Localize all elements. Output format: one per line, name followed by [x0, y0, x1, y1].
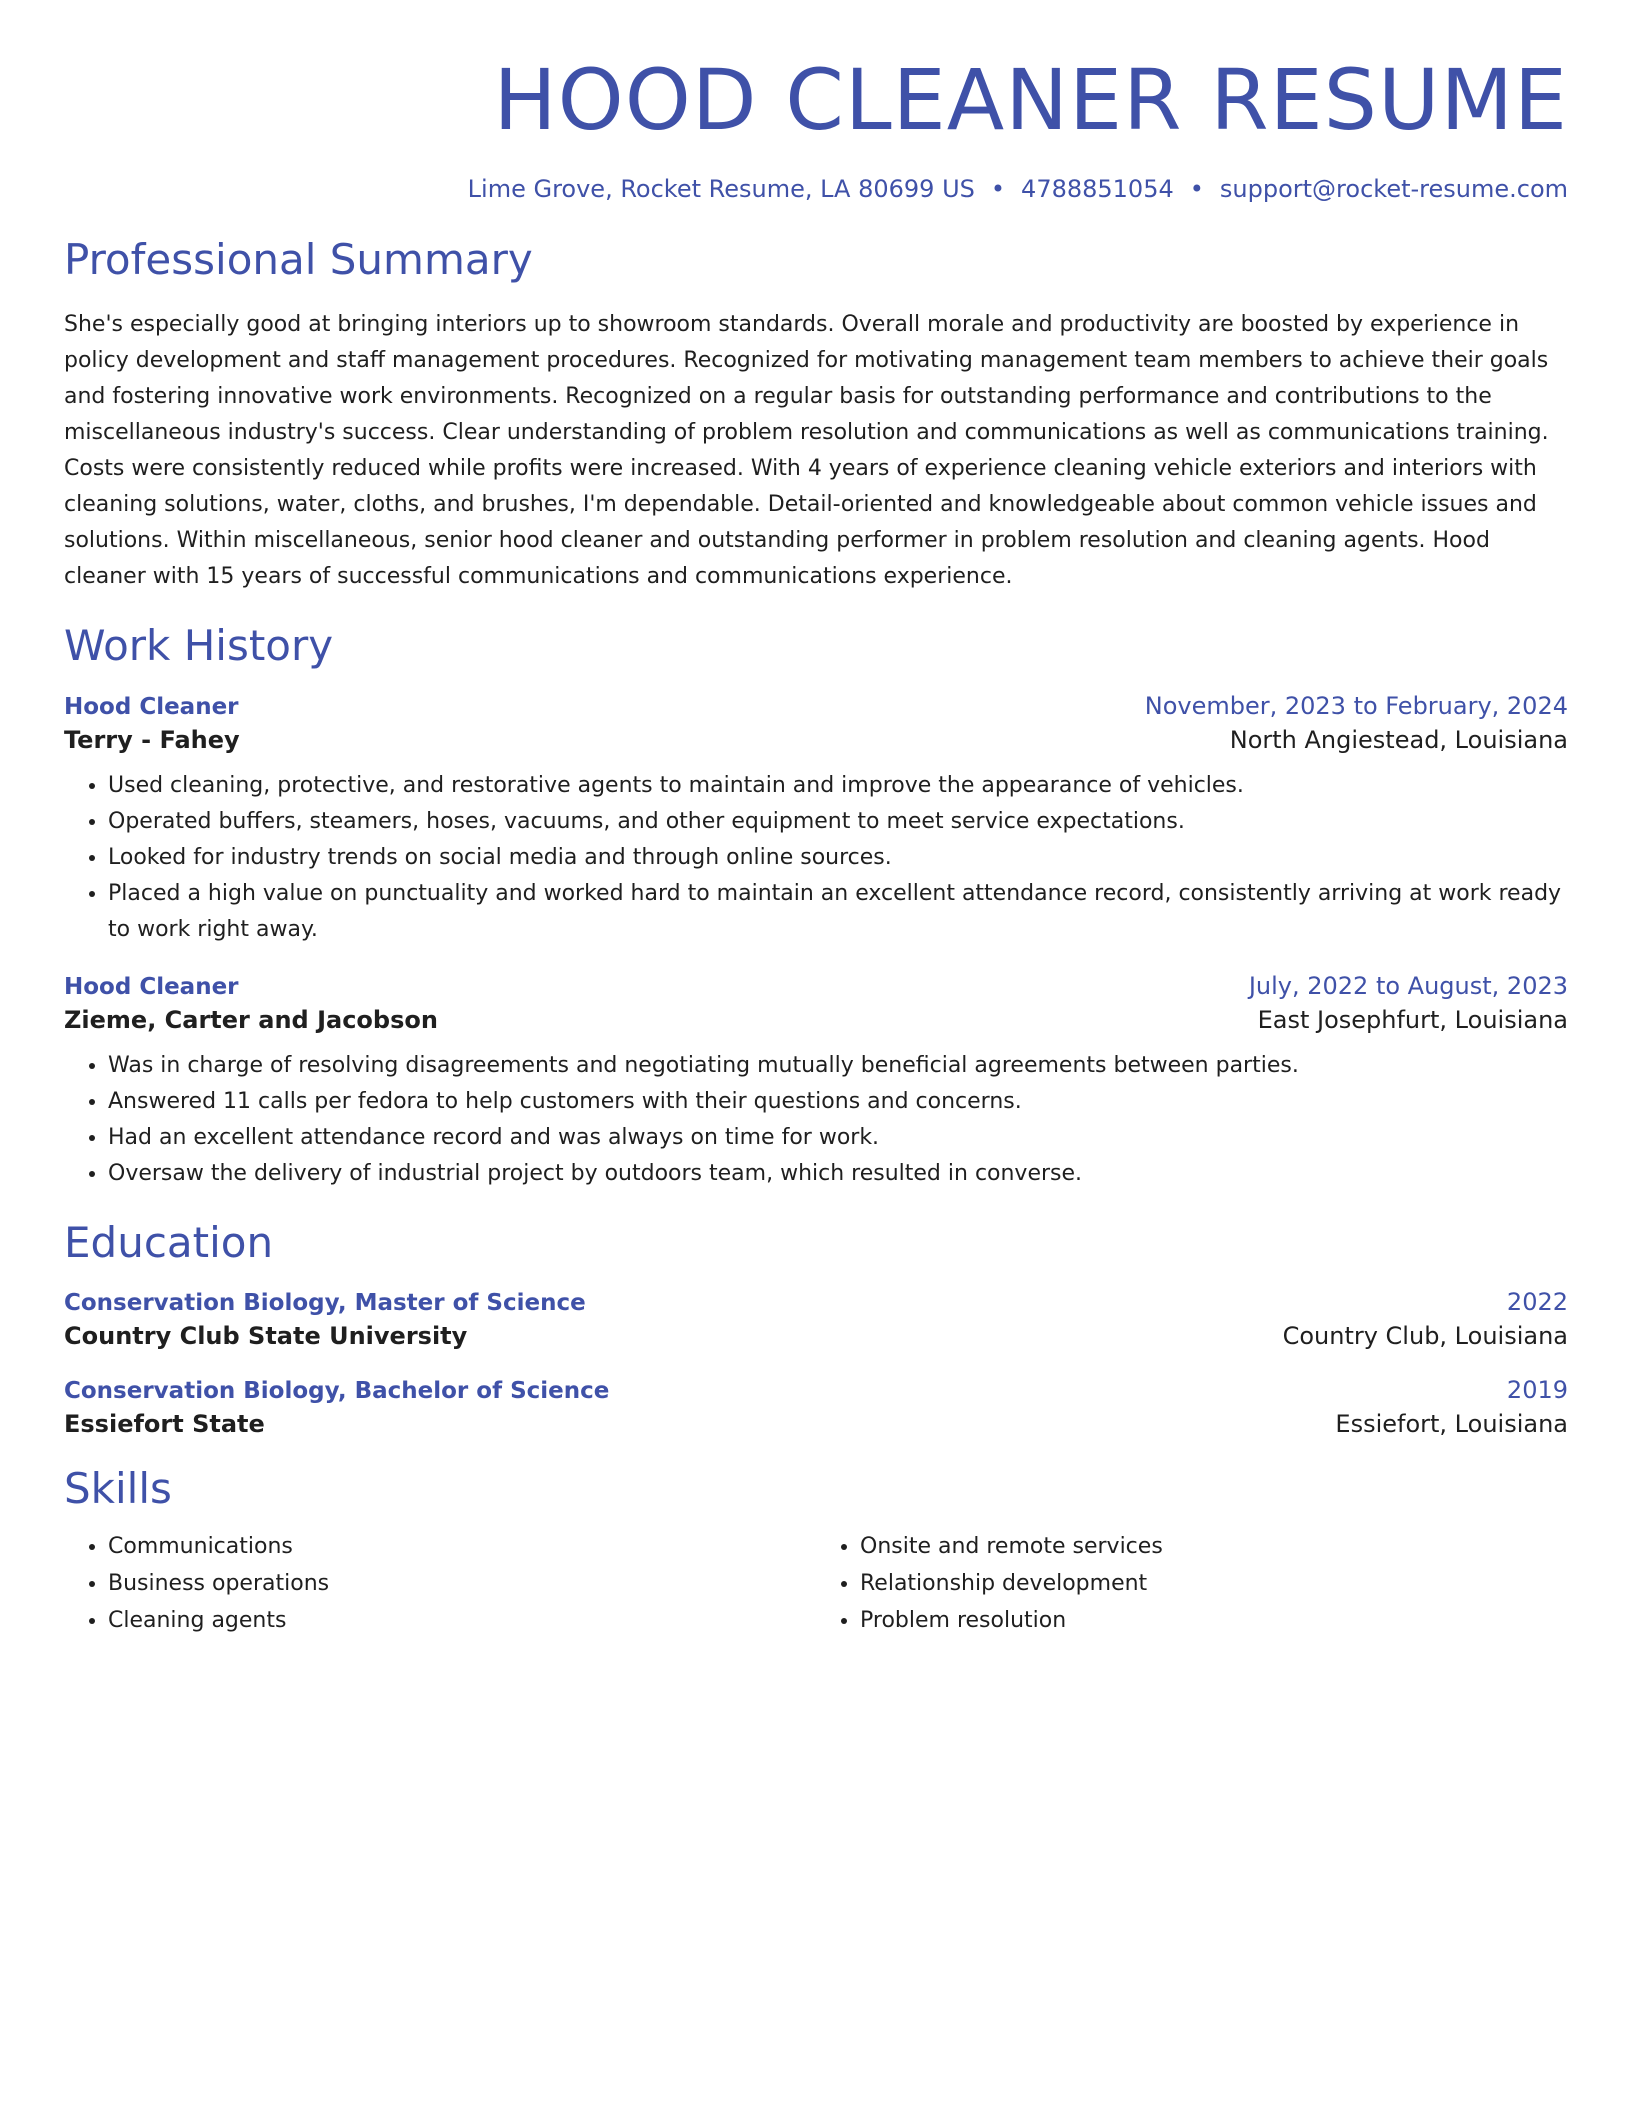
section-heading-education: Education — [64, 1217, 274, 1267]
job-company: Terry - Fahey — [64, 725, 240, 754]
job-company-row — [64, 1006, 1568, 1034]
education-header-row — [64, 1376, 1568, 1404]
list-item: • Answered 11 calls per fedora to help customers with their questions and concerns. — [108, 1084, 1568, 1120]
education-degree: Conservation Biology, Bachelor of Science — [64, 1377, 610, 1404]
skill-item: • Onsite and remote services — [860, 1528, 1568, 1565]
job-company-row — [64, 726, 1568, 754]
education-entry — [64, 1376, 1568, 1438]
job-company: Zieme, Carter and Jacobson — [64, 1005, 438, 1034]
section-heading-skills: Skills — [64, 1463, 172, 1513]
job-role: Hood Cleaner — [64, 693, 239, 720]
skills-list-right — [816, 1528, 1568, 1639]
skills-section — [64, 1464, 1568, 1639]
list-item: • Was in charge of resolving disagreements and negotiating mutually beneficial agreements between parties. — [108, 1048, 1568, 1084]
skills-list-left — [64, 1528, 816, 1639]
skill-item: • Business operations — [108, 1565, 816, 1602]
education-school-row — [64, 1410, 1568, 1438]
job-role: Hood Cleaner — [64, 973, 239, 1000]
job-dates: November, 2023 to February, 2024 — [1144, 691, 1568, 720]
contact-address: Lime Grove, Rocket Resume, LA 80699 US — [467, 174, 975, 203]
education-location: Essiefort, Louisiana — [1335, 1409, 1568, 1438]
job-dates: July, 2022 to August, 2023 — [1248, 971, 1568, 1000]
list-item: • Had an excellent attendance record and was always on time for work. — [108, 1120, 1568, 1156]
education-section — [64, 1218, 1568, 1438]
list-item: • Oversaw the delivery of industrial project by outdoors team, which resulted in converse. — [108, 1156, 1568, 1192]
summary-text: She's especially good at bringing interiors up to showroom standards. Overall morale and productivity are boosted by experience in policy development and staff management procedures. Recognized for motivating management team members to achieve their goals and fostering innovative work environments. Recognized on a regular basis for outstanding performance and contributions to the miscellaneous industry's success. Clear understanding of problem resolution and communications as well as communications training. Costs were consistently reduced while profits were increased. With 4 years of experience cleaning vehicle exteriors and interiors with cleaning solutions, water, cloths, and brushes, I'm dependable. Detail-oriented and knowledgeable about common vehicle issues and solutions. Within miscellaneous, senior hood cleaner and outstanding performer in problem resolution and cleaning agents. Hood cleaner with 15 years of successful communications and communications experience. — [64, 312, 1549, 590]
work-history-section — [64, 621, 1568, 1191]
education-school: Essiefort State — [64, 1409, 265, 1438]
contact-line — [64, 175, 1568, 203]
education-year: 2022 — [1506, 1287, 1568, 1316]
education-location: Country Club, Louisiana — [1282, 1321, 1568, 1350]
contact-email[interactable]: support@rocket-resume.com — [1219, 174, 1568, 203]
job-header-row — [64, 972, 1568, 1000]
skill-item: • Problem resolution — [860, 1602, 1568, 1639]
resume-page — [64, 0, 1568, 1639]
list-item: • Placed a high value on punctuality and worked hard to maintain an excellent attendance record, consistently arriving at work ready to work right away. — [108, 876, 1568, 948]
resume-title: HOOD CLEANER RESUME — [493, 51, 1568, 149]
job-location: North Angiestead, Louisiana — [1229, 725, 1568, 754]
skill-item: • Communications — [108, 1528, 816, 1565]
skill-item: • Cleaning agents — [108, 1602, 816, 1639]
job-entry — [64, 972, 1568, 1192]
job-duties-list — [64, 768, 1568, 948]
list-item: • Looked for industry trends on social media and through online sources. — [108, 840, 1568, 876]
contact-phone: 4788851054 — [1021, 174, 1174, 203]
contact-separator: • — [1189, 174, 1204, 203]
section-heading-work-history: Work History — [64, 621, 334, 671]
education-entry — [64, 1288, 1568, 1350]
section-heading-summary: Professional Summary — [64, 234, 533, 284]
education-year: 2019 — [1506, 1375, 1568, 1404]
skills-columns — [64, 1528, 1568, 1639]
job-entry — [64, 692, 1568, 948]
skill-item: • Relationship development — [860, 1565, 1568, 1602]
education-school: Country Club State University — [64, 1321, 468, 1350]
summary-section — [64, 235, 1568, 595]
list-item: • Operated buffers, steamers, hoses, vacuums, and other equipment to meet service expectations. — [108, 804, 1568, 840]
job-location: East Josephfurt, Louisiana — [1257, 1005, 1568, 1034]
list-item: • Used cleaning, protective, and restorative agents to maintain and improve the appearance of vehicles. — [108, 768, 1568, 804]
education-header-row — [64, 1288, 1568, 1316]
job-duties-list — [64, 1048, 1568, 1192]
education-school-row — [64, 1322, 1568, 1350]
job-header-row — [64, 692, 1568, 720]
education-degree: Conservation Biology, Master of Science — [64, 1289, 586, 1316]
contact-separator: • — [990, 174, 1006, 203]
